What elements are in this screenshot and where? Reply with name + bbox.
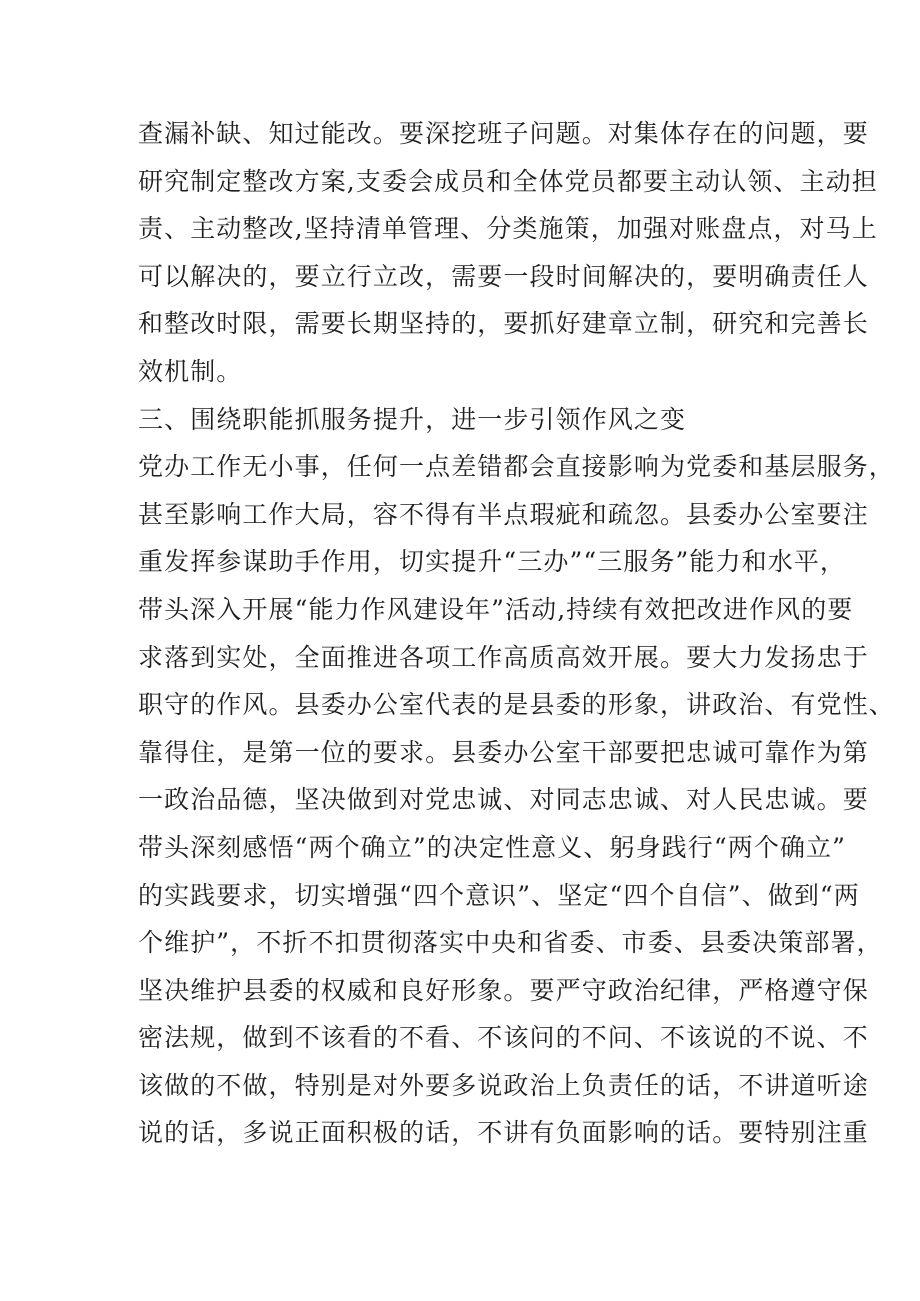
section-heading: 三、围绕职能抓服务提升，进一步引领作风之变 (138, 404, 687, 434)
paragraph-line: 可以解决的，要立行立改，需要一段时间解决的，要明确责任人 (138, 261, 869, 291)
paragraph-line: 研究制定整改方案,支委会成员和全体党员都要主动认领、主动担 (138, 166, 878, 196)
document-body (138, 110, 895, 1157)
paragraph-line: 带头深刻感悟“两个确立”的决定性意义、躬身践行“两个确立” (138, 832, 847, 862)
paragraph-line: 靠得住，是第一位的要求。县委办公室干部要把忠诚可靠作为第 (138, 737, 869, 767)
paragraph-line: 党办工作无小事，任何一点差错都会直接影响为党委和基层服务， (138, 452, 895, 482)
paragraph-line: 和整改时限，需要长期坚持的，要抓好建章立制，研究和完善长 (138, 309, 869, 339)
paragraph-line: 说的话，多说正面积极的话，不讲有负面影响的话。要特别注重 (138, 1118, 869, 1148)
paragraph-line: 带头深入开展“能力作风建设年”活动,持续有效把改进作风的要 (138, 594, 854, 624)
paragraph-line: 个维护”，不折不扣贯彻落实中央和省委、市委、县委决策部署， (138, 928, 883, 958)
paragraph-line: 一政治品德，坚决做到对党忠诚、对同志忠诚、对人民忠诚。要 (138, 785, 869, 815)
paragraph-line: 甚至影响工作大局，容不得有半点瑕疵和疏忽。县委办公室要注 (138, 499, 869, 529)
paragraph-line: 密法规，做到不该看的不看、不该问的不问、不该说的不说、不 (138, 1023, 869, 1053)
paragraph-line: 的实践要求，切实增强“四个意识”、坚定“四个自信”、做到“两 (138, 880, 860, 910)
paragraph-line: 求落到实处，全面推进各项工作高质高效开展。要大力发扬忠于 (138, 642, 869, 672)
paragraph-line: 查漏补缺、知过能改。要深挖班子问题。对集体存在的问题，要 (138, 119, 869, 148)
paragraph-line: 职守的作风。县委办公室代表的是县委的形象，讲政治、有党性、 (138, 690, 895, 720)
paragraph-line: 效机制。 (138, 356, 243, 386)
paragraph-line: 坚决维护县委的权威和良好形象。要严守政治纪律，严格遵守保 (138, 975, 869, 1005)
paragraph-line: 该做的不做，特别是对外要多说政治上负责任的话，不讲道听途 (138, 1070, 869, 1100)
paragraph-line: 责、主动整改,坚持清单管理、分类施策，加强对账盘点，对马上 (138, 214, 878, 244)
paragraph-line: 重发挥参谋助手作用，切实提升“三办”“三服务”能力和水平， (138, 547, 847, 577)
